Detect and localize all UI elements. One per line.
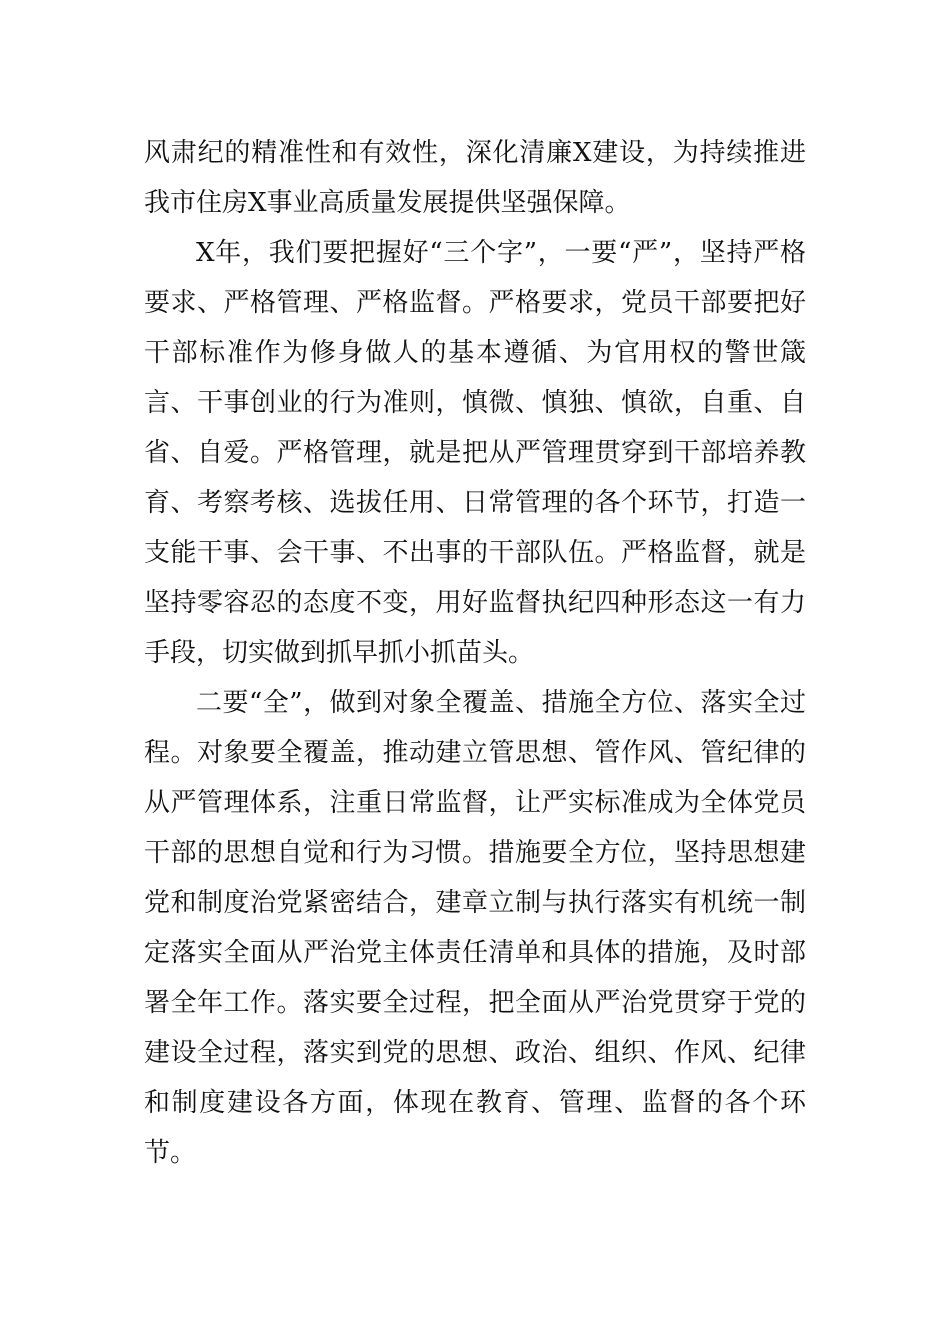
paragraph-comprehensive: 二要“全”，做到对象全覆盖、措施全方位、落实全过程。对象要全覆盖，推动建立管思想、管作风、管纪律的从严管理体系，注重日常监督，让严实标准成为全体党员干部的思想自觉和行为习惯。措施要全方位，坚持思想建党和制度治党紧密结合，建章立制与执行落实有机统一制定落实全面从严治党主体责任清单和具体的措施，及时部署全年工作。落实要全过程，把全面从严治党贯穿于党的建设全过程，落实到党的思想、政治、组织、作风、纪律和制度建设各方面，体现在教育、管理、监督的各个环节。: [144, 688, 806, 1168]
paragraph-continuation: 风肃纪的精准性和有效性，深化清廉X建设，为持续推进我市住房X事业高质量发展提供坚强保障。: [144, 138, 806, 218]
paragraph-three-words-strict: X年，我们要把握好“三个字”，一要“严”，坚持严格要求、严格管理、严格监督。严格要求，党员干部要把好干部标准作为修身做人的基本遵循、为官用权的警世箴言、干事创业的行为准则，慎微、慎独、慎欲，自重、自省、自爱。严格管理，就是把从严管理贯穿到干部培养教育、考察考核、选拔任用、日常管理的各个环节，打造一支能干事、会干事、不出事的干部队伍。严格监督，就是坚持零容忍的态度不变，用好监督执纪四种形态这一有力手段，切实做到抓早抓小抓苗头。: [144, 238, 806, 668]
document-body: [144, 128, 806, 1178]
